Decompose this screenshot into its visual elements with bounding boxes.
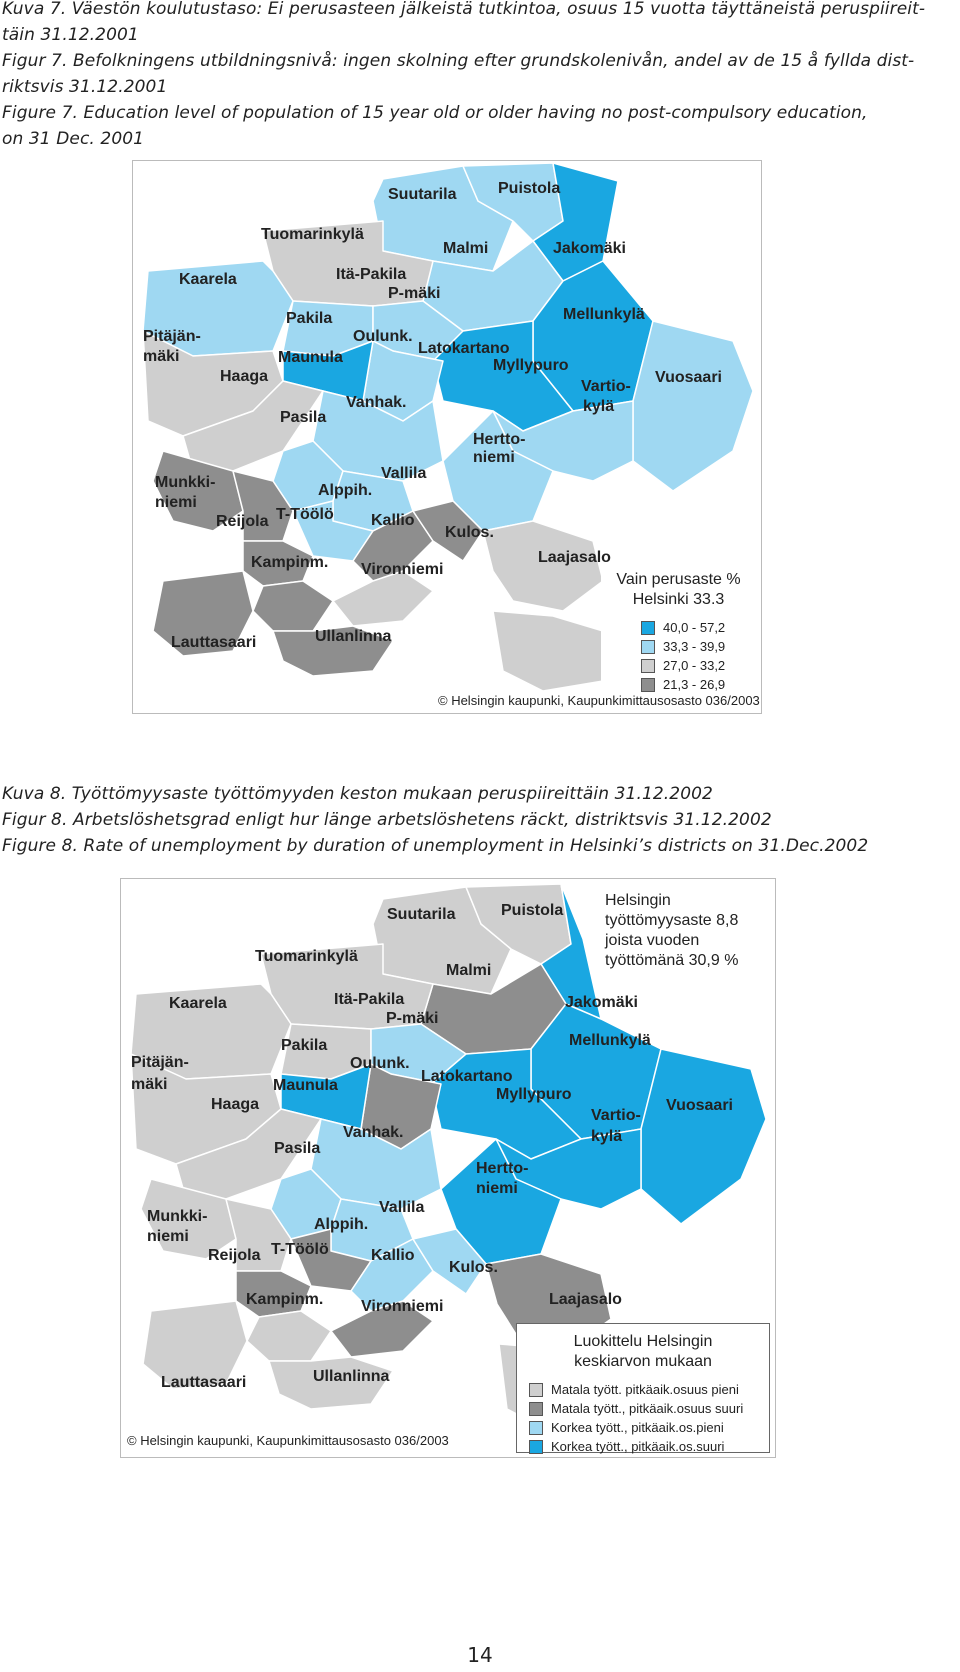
label-kampinm: Kampinm. [246, 1291, 324, 1308]
label-herttoniemi-1: Hertto- [473, 431, 526, 448]
district-vuosaari [633, 321, 753, 491]
label-oulunk: Oulunk. [350, 1055, 410, 1072]
label-malmi: Malmi [443, 240, 489, 257]
label-laajasalo: Laajasalo [538, 549, 611, 566]
label-vallila: Vallila [379, 1199, 425, 1216]
label-pitajanmaki-2: mäki [131, 1076, 168, 1093]
figure8-legend-title-1: Luokittelu Helsingin [573, 1333, 713, 1350]
label-herttoniemi-2: niemi [476, 1180, 518, 1197]
figure7-caption-en: Figure 7. Education level of population of 15 year old or older having no post-compulsory education, [2, 103, 868, 123]
label-munkkiniemi-1: Munkki- [147, 1208, 208, 1225]
legend7-swatch-1 [641, 621, 655, 635]
district-kampinm [253, 581, 333, 631]
label-ullanlinna: Ullanlinna [315, 628, 392, 645]
label-laajasalo: Laajasalo [549, 1291, 622, 1308]
figure8-caption-fi: Kuva 8. Työttömyysaste työttömyyden keston mukaan peruspiireittäin 31.12.2002 [2, 784, 713, 804]
label-pakila: Pakila [286, 310, 333, 327]
label-tuomarinkyla: Tuomarinkylä [255, 948, 358, 965]
label-kulos: Kulos. [449, 1259, 498, 1276]
label-kaarela: Kaarela [169, 995, 227, 1012]
figure7-legend-title-2: Helsinki 33.3 [632, 591, 725, 608]
label-herttoniemi-2: niemi [473, 449, 515, 466]
label-vartiokyla-1: Vartio- [581, 378, 631, 395]
label-pasila: Pasila [280, 409, 327, 426]
label-kampinm: Kampinm. [251, 554, 329, 571]
label-vanhak: Vanhak. [346, 394, 407, 411]
label-myllypuro: Myllypuro [496, 1086, 572, 1103]
figure8-legend-title-2: keskiarvon mukaan [574, 1353, 712, 1370]
legend8-row-4 [529, 1437, 769, 1456]
label-maunula: Maunula [273, 1077, 338, 1094]
figure7-credit: © Helsingin kaupunki, Kaupunkimittausosasto 036/2003 [438, 693, 760, 708]
legend7-row-4 [641, 675, 756, 694]
label-vartiokyla-2: kylä [583, 398, 615, 415]
figure7-caption-sv-cont: riktsvis 31.12.2001 [2, 77, 168, 97]
label-kulos: Kulos. [445, 524, 494, 541]
figure8-credit: © Helsingin kaupunki, Kaupunkimittausosasto 036/2003 [127, 1433, 449, 1448]
legend7-label-3: 27,0 - 33,2 [663, 658, 726, 673]
label-mellunkyla: Mellunkylä [563, 306, 645, 323]
legend8-swatch-3 [529, 1421, 543, 1435]
label-munkkiniemi-2: niemi [147, 1228, 189, 1245]
label-puistola: Puistola [498, 180, 561, 197]
legend8-row-3 [529, 1418, 769, 1437]
legend8-label-2: Matala tyött., pitkäaik.osuus suuri [551, 1401, 744, 1416]
label-vartiokyla-2: kylä [591, 1128, 623, 1145]
page-number: 14 [467, 1643, 493, 1667]
district-islands-east [493, 611, 603, 691]
label-p-maki: P-mäki [386, 1010, 439, 1027]
label-p-maki: P-mäki [388, 285, 441, 302]
label-ita-pakila: Itä-Pakila [334, 991, 405, 1008]
label-ullanlinna: Ullanlinna [313, 1368, 390, 1385]
legend7-swatch-4 [641, 678, 655, 692]
figure8-caption-sv: Figur 8. Arbetslöshetsgrad enligt hur länge arbetslöshetens räckt, distriktsvis 31.12.2002 [2, 810, 772, 830]
legend7-swatch-2 [641, 640, 655, 654]
label-latokartano: Latokartano [421, 1068, 513, 1085]
label-lauttasaari: Lauttasaari [161, 1374, 247, 1391]
label-pakila: Pakila [281, 1037, 328, 1054]
figure8-note-line4: työttömänä 30,9 % [605, 952, 739, 969]
label-t-toolo: T-Töölö [271, 1241, 329, 1258]
figure8-note-line1: Helsingin [605, 892, 671, 909]
legend7-row-1 [641, 618, 756, 637]
label-haaga: Haaga [220, 368, 269, 385]
district-laajasalo [483, 521, 603, 611]
legend8-row-2 [529, 1399, 769, 1418]
label-vallila: Vallila [381, 465, 427, 482]
legend8-swatch-1 [529, 1383, 543, 1397]
district-kampinm [247, 1311, 331, 1361]
legend8-swatch-2 [529, 1402, 543, 1416]
label-munkkiniemi-2: niemi [155, 494, 197, 511]
label-suutarila: Suutarila [388, 186, 457, 203]
label-herttoniemi-1: Hertto- [476, 1160, 529, 1177]
figure7-caption-sv: Figur 7. Befolkningens utbildningsnivå: ingen skolning efter grundskolenivån, andel av de 15 å fyllda dist- [2, 51, 915, 71]
legend8-label-4: Korkea tyött., pitkäaik.os.suuri [551, 1439, 725, 1454]
figure7-map [132, 160, 762, 714]
label-vartiokyla-1: Vartio- [591, 1107, 641, 1124]
label-latokartano: Latokartano [418, 340, 510, 357]
label-kallio: Kallio [371, 1247, 415, 1264]
label-reijola: Reijola [208, 1247, 261, 1264]
figure8-note-line3: joista vuoden [605, 932, 700, 949]
label-kaarela: Kaarela [179, 271, 237, 288]
label-reijola: Reijola [216, 513, 269, 530]
label-ita-pakila: Itä-Pakila [336, 266, 407, 283]
legend7-label-4: 21,3 - 26,9 [663, 677, 726, 692]
label-maunula: Maunula [278, 349, 343, 366]
label-lauttasaari: Lauttasaari [171, 634, 257, 651]
label-mellunkyla: Mellunkylä [569, 1032, 651, 1049]
legend8-swatch-4 [529, 1440, 543, 1454]
figure7-caption-fi: Kuva 7. Väestön koulutustaso: Ei perusasteen jälkeistä tutkintoa, osuus 15 vuotta täyttäneistä peruspiireit- [2, 0, 926, 19]
label-myllypuro: Myllypuro [493, 357, 569, 374]
legend7-row-3 [641, 656, 756, 675]
label-pasila: Pasila [274, 1140, 321, 1157]
label-t-toolo: T-Töölö [276, 506, 334, 523]
label-vironniemi: Vironniemi [361, 561, 444, 578]
legend8-label-3: Korkea tyött., pitkäaik.os.pieni [551, 1420, 724, 1435]
label-pitajanmaki-2: mäki [143, 348, 180, 365]
legend7-row-2 [641, 637, 756, 656]
district-vuosaari [641, 1049, 766, 1224]
figure8-note-line2: työttömyysaste 8,8 [605, 912, 739, 929]
legend7-label-2: 33,3 - 39,9 [663, 639, 726, 654]
legend7-label-1: 40,0 - 57,2 [663, 620, 726, 635]
figure7-legend [601, 566, 756, 698]
label-jakomaki: Jakomäki [565, 994, 638, 1011]
label-tuomarinkyla: Tuomarinkylä [261, 226, 364, 243]
label-oulunk: Oulunk. [353, 328, 413, 345]
district-vironniemi [333, 571, 433, 626]
legend8-row-1 [529, 1380, 769, 1399]
label-alppih: Alppih. [318, 482, 373, 499]
figure7-legend-title-1: Vain perusaste % [616, 571, 741, 588]
label-vuosaari: Vuosaari [655, 369, 722, 386]
label-haaga: Haaga [211, 1096, 260, 1113]
label-kallio: Kallio [371, 512, 415, 529]
legend8-label-1: Matala tyött. pitkäaik.osuus pieni [551, 1382, 739, 1397]
figure7-caption-fi-cont: täin 31.12.2001 [2, 25, 139, 45]
label-munkkiniemi-1: Munkki- [155, 474, 216, 491]
figure8-note [605, 891, 738, 971]
label-malmi: Malmi [446, 962, 492, 979]
figure8-caption-en: Figure 8. Rate of unemployment by duration of unemployment in Helsinki’s districts on 31.Dec.2002 [2, 836, 869, 856]
label-vironniemi: Vironniemi [361, 1298, 444, 1315]
label-pitajanmaki-1: Pitäjän- [131, 1054, 189, 1071]
label-jakomaki: Jakomäki [553, 240, 626, 257]
label-pitajanmaki-1: Pitäjän- [143, 328, 201, 345]
label-vanhak: Vanhak. [343, 1124, 404, 1141]
label-suutarila: Suutarila [387, 906, 456, 923]
label-vuosaari: Vuosaari [666, 1097, 733, 1114]
label-puistola: Puistola [501, 902, 564, 919]
figure8-map [120, 878, 776, 1458]
figure7-caption-en-cont: on 31 Dec. 2001 [2, 129, 145, 149]
legend7-swatch-3 [641, 659, 655, 673]
label-alppih: Alppih. [314, 1216, 369, 1233]
figure8-legend [516, 1323, 770, 1453]
